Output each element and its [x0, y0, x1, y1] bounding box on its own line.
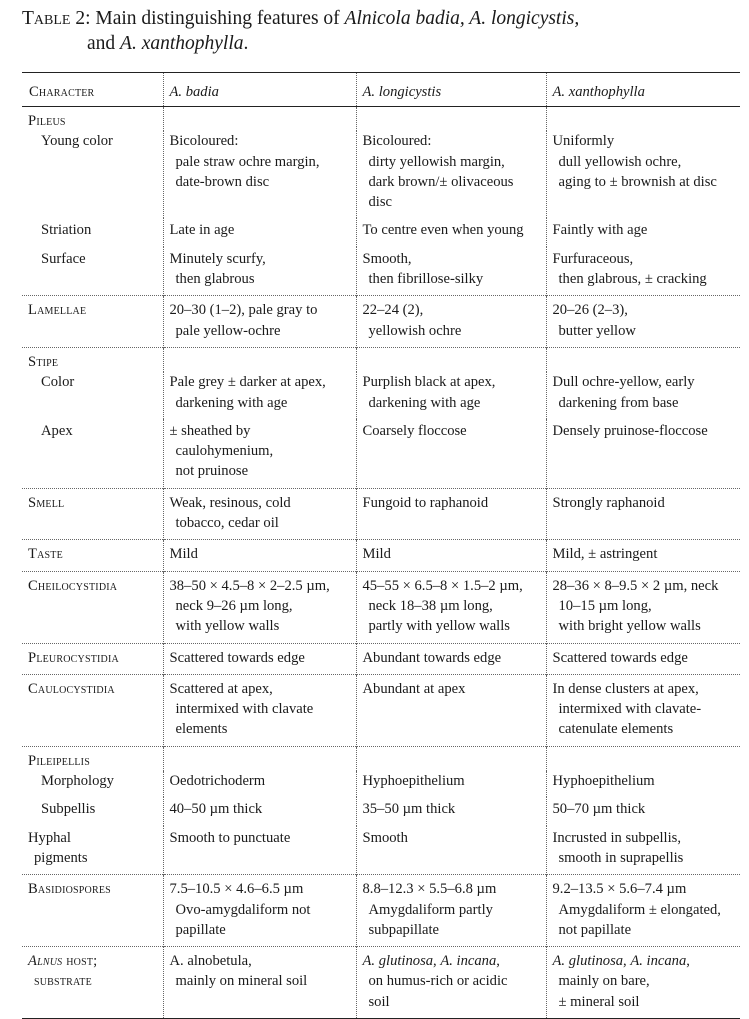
row-label: [22, 746, 163, 771]
table-row: [22, 540, 740, 571]
caption-prefix: Table 2:: [22, 8, 91, 29]
cell-line: elements: [175, 721, 228, 738]
cell-line: Smooth to punctuate: [169, 829, 291, 846]
cell-line: intermixed with clavate: [175, 701, 314, 718]
row-label-line: Cheilocystidia: [28, 577, 118, 594]
cell-line: Amygdaliform partly: [368, 901, 493, 918]
row-label-line: Hyphal: [28, 829, 71, 846]
cell-line: on humus-rich or acidic: [368, 973, 508, 990]
row-label-line: Apex: [41, 422, 73, 439]
cell-line: In dense clusters at apex,: [552, 680, 699, 697]
table-cell: [546, 826, 740, 875]
row-label-line: Stipe: [28, 353, 59, 370]
cell-line: yellowish ochre: [368, 322, 462, 339]
cell-line: pale straw ochre margin,: [175, 153, 320, 170]
table-cell: [546, 771, 740, 797]
row-label-line: Taste: [28, 546, 63, 563]
cell-line: pale yellow-ochre: [175, 322, 281, 339]
cell-line: Mild: [362, 546, 391, 563]
table-row: [22, 875, 740, 947]
table-cell: [163, 540, 356, 571]
row-label-line: substrate: [34, 973, 92, 990]
cell-line: Oedotrichoderm: [169, 773, 266, 790]
row-label-line: Smell: [28, 494, 65, 511]
table-cell: [356, 826, 546, 875]
cell-line: Faintly with age: [552, 222, 648, 239]
table-cell: [163, 372, 356, 419]
cell-line: not pruinose: [175, 463, 249, 480]
table-cell: [356, 488, 546, 540]
cell-line: butter yellow: [558, 322, 636, 339]
table-row: [22, 674, 740, 746]
table-cell: [546, 107, 740, 132]
cell-line: 45–55 × 6.5–8 × 1.5–2 µm,: [362, 577, 523, 594]
table-cell: [163, 419, 356, 488]
cell-line: A. glutinosa, A. incana,: [552, 953, 690, 970]
row-label: [22, 797, 163, 825]
row-label-line: pigments: [34, 849, 88, 866]
cell-line: Minutely scurfy,: [169, 250, 266, 267]
cell-line: Weak, resinous, cold: [169, 494, 291, 511]
table-row: [22, 826, 740, 875]
row-label: [22, 247, 163, 296]
cell-line: then glabrous, ± cracking: [558, 271, 707, 288]
table-cell: [546, 218, 740, 246]
table-row: [22, 746, 740, 771]
cell-line: papillate: [175, 921, 226, 938]
cell-line: Pale grey ± darker at apex,: [169, 374, 326, 391]
cell-line: Purplish black at apex,: [362, 374, 496, 391]
cell-line: Scattered towards edge: [169, 649, 305, 666]
cell-line: Incrusted in subpellis,: [552, 829, 681, 846]
cell-line: smooth in suprapellis: [558, 849, 684, 866]
cell-line: 50–70 µm thick: [552, 801, 646, 818]
cell-line: aging to ± brownish at disc: [558, 173, 717, 190]
row-label-line: Basidiospores: [28, 881, 111, 898]
table-cell: [163, 218, 356, 246]
row-label: [22, 826, 163, 875]
table-cell: [163, 875, 356, 947]
cell-line: 22–24 (2),: [362, 302, 424, 319]
cell-line: ± mineral soil: [558, 993, 640, 1010]
cell-line: ± sheathed by: [169, 422, 251, 439]
table-cell: [163, 107, 356, 132]
cell-line: with bright yellow walls: [558, 618, 701, 635]
table-cell: [546, 347, 740, 372]
cell-line: darkening from base: [558, 394, 679, 411]
table-cell: [356, 540, 546, 571]
cell-line: 20–30 (1–2), pale gray to: [169, 302, 318, 319]
cell-line: Abundant at apex: [362, 680, 466, 697]
table-cell: [356, 107, 546, 132]
table-cell: [546, 296, 740, 348]
table-row: [22, 488, 740, 540]
table-cell: [356, 372, 546, 419]
cell-line: dull yellowish ochre,: [558, 153, 682, 170]
row-label-line: Pileus: [28, 113, 66, 129]
cell-line: 35–50 µm thick: [362, 801, 456, 818]
caption-taxa: Alnicola badia, A. longicystis,: [344, 8, 580, 29]
cell-line: date-brown disc: [175, 173, 270, 190]
table-cell: [356, 247, 546, 296]
table-cell: [546, 797, 740, 825]
cell-line: neck 9–26 µm long,: [175, 597, 293, 614]
table-cell: [356, 419, 546, 488]
cell-line: soil: [368, 993, 390, 1010]
table-row: [22, 419, 740, 488]
cell-line: Strongly raphanoid: [552, 494, 665, 511]
table-header-row: [22, 73, 740, 107]
table-cell: [163, 674, 356, 746]
table-cell: [356, 947, 546, 1019]
table-cell: [546, 643, 740, 674]
table-row: [22, 372, 740, 419]
row-label-line: Young color: [41, 133, 113, 150]
table-cell: [163, 947, 356, 1019]
row-label: [22, 571, 163, 643]
cell-line: Smooth,: [362, 250, 412, 267]
row-label: [22, 372, 163, 419]
table-cell: [163, 571, 356, 643]
cell-line: Smooth: [362, 829, 408, 846]
cell-line: not papillate: [558, 921, 632, 938]
table-row: [22, 218, 740, 246]
cell-line: then glabrous: [175, 271, 255, 288]
cell-line: then fibrillose-silky: [368, 271, 484, 288]
table-cell: [356, 571, 546, 643]
row-label-line: Subpellis: [41, 801, 96, 818]
table-row: [22, 947, 740, 1019]
row-label-line: Pileipellis: [28, 752, 90, 769]
table-cell: [356, 218, 546, 246]
header-a-longicystis: A. longicystis: [356, 73, 546, 107]
cell-line: darkening with age: [175, 394, 288, 411]
table-row: [22, 347, 740, 372]
row-label: [22, 674, 163, 746]
cell-line: Ovo-amygdaliform not: [175, 901, 311, 918]
cell-line: Fungoid to raphanoid: [362, 494, 489, 511]
row-label-line: Caulocystidia: [28, 680, 115, 697]
row-label: [22, 488, 163, 540]
table-cell: [356, 771, 546, 797]
table-cell: [546, 947, 740, 1019]
cell-line: Late in age: [169, 222, 235, 239]
cell-line: Hyphoepithelium: [362, 773, 465, 790]
table-cell: [546, 746, 740, 771]
row-label: [22, 419, 163, 488]
row-label: [22, 131, 163, 218]
table-row: [22, 643, 740, 674]
cell-line: Furfuraceous,: [552, 250, 634, 267]
cell-line: darkening with age: [368, 394, 481, 411]
table-cell: [356, 674, 546, 746]
cell-line: with yellow walls: [175, 618, 280, 635]
cell-line: mainly on mineral soil: [175, 973, 308, 990]
table-cell: [163, 131, 356, 218]
cell-line: subpapillate: [368, 921, 440, 938]
table-cell: [356, 875, 546, 947]
cell-line: Bicoloured:: [362, 133, 432, 150]
table-cell: [163, 826, 356, 875]
cell-line: intermixed with clavate-: [558, 701, 702, 718]
row-label: [22, 107, 163, 132]
row-label-line: Alnus host;: [28, 953, 98, 970]
row-label-line: Surface: [41, 250, 86, 267]
row-label-line: Striation: [41, 222, 92, 239]
row-label-line: Pleurocystidia: [28, 649, 119, 666]
table-cell: [163, 771, 356, 797]
row-label: [22, 347, 163, 372]
caption-end: .: [243, 33, 249, 54]
table-row: [22, 571, 740, 643]
cell-line: 10–15 µm long,: [558, 597, 652, 614]
table-cell: [356, 296, 546, 348]
cell-line: Abundant towards edge: [362, 649, 502, 666]
row-label-line: Morphology: [41, 773, 114, 790]
cell-line: A. glutinosa, A. incana,: [362, 953, 500, 970]
row-label-line: Lamellae: [28, 302, 87, 319]
table-row: [22, 296, 740, 348]
table-row: [22, 131, 740, 218]
features-table: [22, 72, 740, 1019]
cell-line: Densely pruinose-floccose: [552, 422, 708, 439]
cell-line: Dull ochre-yellow, early: [552, 374, 695, 391]
row-label: [22, 875, 163, 947]
cell-line: disc: [368, 194, 393, 211]
table-row: [22, 771, 740, 797]
table-cell: [163, 643, 356, 674]
header-a-badia: A. badia: [163, 73, 356, 107]
header-character: Character: [22, 73, 163, 107]
cell-line: dark brown/± olivaceous: [368, 173, 514, 190]
table-row: [22, 797, 740, 825]
row-label: [22, 218, 163, 246]
caption-text: Main distinguishing features of: [95, 8, 345, 29]
cell-line: caulohymenium,: [175, 443, 274, 460]
row-label: [22, 540, 163, 571]
cell-line: To centre even when young: [362, 222, 524, 239]
table-cell: [163, 488, 356, 540]
cell-line: 8.8–12.3 × 5.5–6.8 µm: [362, 881, 497, 898]
cell-line: 9.2–13.5 × 5.6–7.4 µm: [552, 881, 687, 898]
cell-line: Coarsely floccose: [362, 422, 467, 439]
cell-line: tobacco, cedar oil: [175, 515, 279, 532]
row-label: [22, 296, 163, 348]
cell-line: Bicoloured:: [169, 133, 239, 150]
cell-line: 20–26 (2–3),: [552, 302, 628, 319]
table-row: [22, 247, 740, 296]
cell-line: dirty yellowish margin,: [368, 153, 505, 170]
cell-line: mainly on bare,: [558, 973, 650, 990]
cell-line: partly with yellow walls: [368, 618, 510, 635]
table-cell: [546, 419, 740, 488]
table-cell: [546, 540, 740, 571]
table-cell: [546, 247, 740, 296]
cell-line: 7.5–10.5 × 4.6–6.5 µm: [169, 881, 304, 898]
table-cell: [546, 571, 740, 643]
header-a-xanthophylla: A. xanthophylla: [546, 73, 740, 107]
table-cell: [546, 372, 740, 419]
row-label: [22, 771, 163, 797]
table-cell: [356, 131, 546, 218]
table-cell: [546, 488, 740, 540]
cell-line: Hyphoepithelium: [552, 773, 655, 790]
table-cell: [356, 643, 546, 674]
table-cell: [356, 746, 546, 771]
cell-line: Mild: [169, 546, 198, 563]
table-cell: [163, 797, 356, 825]
row-label: [22, 643, 163, 674]
caption-text-2: and: [87, 33, 121, 54]
table-cell: [546, 131, 740, 218]
table-caption: [22, 6, 742, 56]
cell-line: Scattered towards edge: [552, 649, 688, 666]
table-cell: [163, 296, 356, 348]
table-row: [22, 107, 740, 132]
cell-line: A. alnobetula,: [169, 953, 252, 970]
cell-line: neck 18–38 µm long,: [368, 597, 493, 614]
cell-line: 40–50 µm thick: [169, 801, 263, 818]
table-cell: [546, 875, 740, 947]
cell-line: catenulate elements: [558, 721, 674, 738]
table-cell: [356, 797, 546, 825]
table-cell: [163, 247, 356, 296]
caption-taxa-2: A. xanthophylla: [120, 33, 244, 54]
cell-line: Mild, ± astringent: [552, 546, 658, 563]
row-label-line: Color: [41, 374, 75, 391]
cell-line: Uniformly: [552, 133, 615, 150]
table-cell: [356, 347, 546, 372]
table-cell: [163, 347, 356, 372]
cell-line: 38–50 × 4.5–8 × 2–2.5 µm,: [169, 577, 330, 594]
cell-line: Scattered at apex,: [169, 680, 273, 697]
table-cell: [163, 746, 356, 771]
row-label: [22, 947, 163, 1019]
cell-line: 28–36 × 8–9.5 × 2 µm, neck: [552, 577, 719, 594]
table-cell: [546, 674, 740, 746]
cell-line: Amygdaliform ± elongated,: [558, 901, 721, 918]
